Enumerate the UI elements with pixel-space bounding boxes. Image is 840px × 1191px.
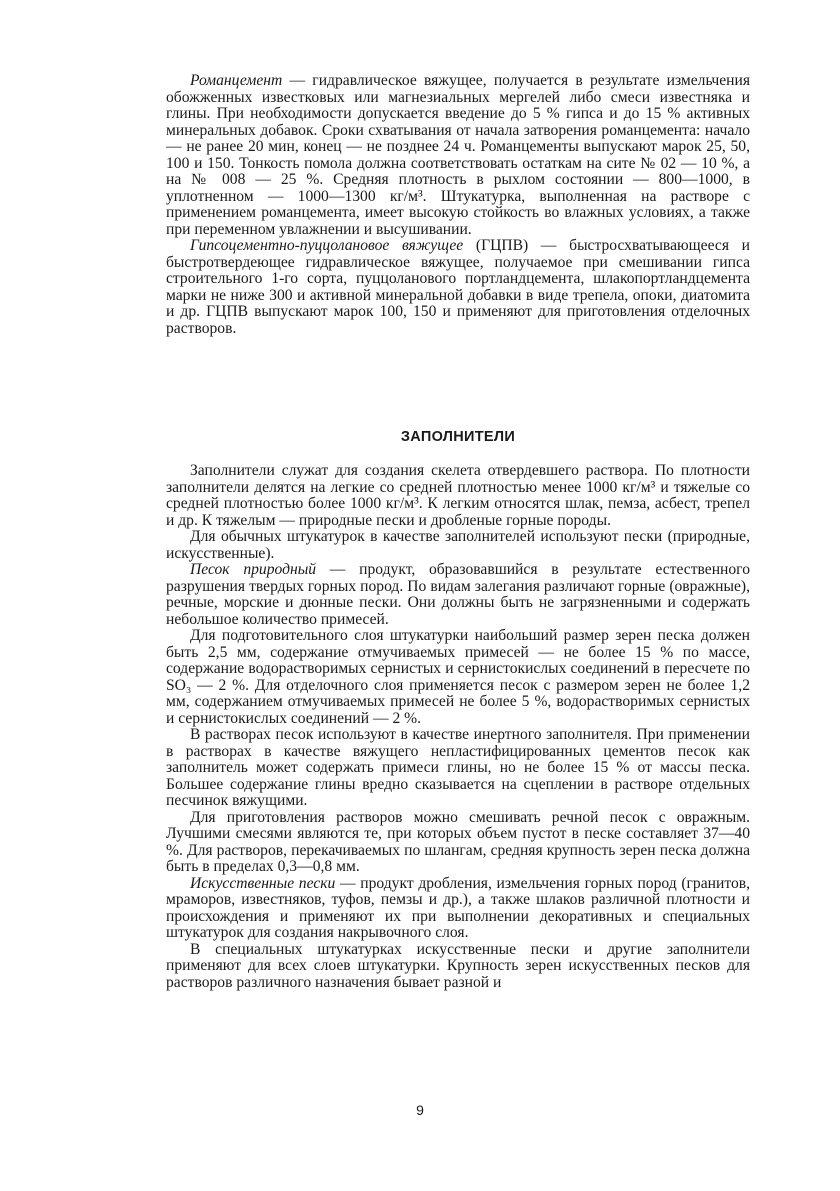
- paragraph-natural-sand: [166, 562, 750, 628]
- fillers-section: [166, 463, 750, 991]
- paragraph-artificial-sand: [166, 876, 750, 942]
- term-artificial-sand: Искусственные пески: [190, 874, 336, 892]
- paragraph-fillers-intro: Заполнители служат для создания скелета отвердевшего раствора. По плотности заполнители делятся на легкие со средней плотностью менее 1000 кг/м³ и тяжелые со средней плотностью более 1000 кг/м³. К легким относятся шлак, пемза, асбест, трепел и др. К тяжелым — природные пески и дробленые горные породы.: [166, 462, 750, 529]
- paragraph-special-plasters: В специальных штукатурках искусственные пески и другие заполнители применяют для всех слоев штукатурки. Крупность зерен искусственных песков для растворов различного назначения бывает разной и: [166, 940, 750, 991]
- paragraph-sand-mixing: Для приготовления растворов можно смешивать речной песок с овражным. Лучшими смесями являются те, при которых объем пустот в песке составляет 37—40 %. Для растворов, перекачиваемых по шлангам, средняя крупность зерен песка должна быть в пределах 0,3—0,8 мм.: [166, 808, 750, 875]
- section-heading: ЗАПОЛНИТЕЛИ: [400, 429, 516, 445]
- paragraph-text: — продукт дробления, измельчения горных пород (гранитов, мраморов, известняков, туфов, пемзы и др.), а также шлаков различной плотности и происхождения и применяют их при выполнении декоративных и специальных штукатурок для создания накрывочного слоя.: [166, 874, 750, 941]
- paragraph-inert-filler: В растворах песок используют в качестве инертного заполнителя. При применении в растворах в качестве вяжущего непластифицированных цементов песок как заполнитель может содержать примеси глины, но не более 15 % от массы песка. Большее содержание глины вредно сказывается на сцеплении в растворе отдельных песчинок вяжущими.: [166, 726, 750, 809]
- term-gcpv: Гипсоцементно-пуццолановое вяжущее: [190, 237, 464, 254]
- binders-section: [166, 73, 750, 337]
- paragraph-text: — продукт, образовавшийся в результате естественного разрушения твердых горных пород. По видам залегания различают горные (овражные), речные, морские и дюнные пески. Они должны быть не загрязненными и содержать небольшое количество примесей.: [166, 561, 750, 628]
- paragraph-romancement: [166, 73, 750, 238]
- paragraph-gcpv: [166, 238, 750, 337]
- paragraph-text: — гидравлическое вяжущее, получается в результате измельчения обожженных известковых или магнезиальных мергелей либо смеси известняка и глины. При необходимости допускается введение до 5 % гипса и до 15 % активных минеральных добавок. Сроки схватывания от начала затворения романцемента: начало — не ранее 20 мин, конец — не позднее 24 ч. Романцементы выпускают марок 25, 50, 100 и 150. Тонкость помола должна соответствовать остаткам на сите № 02 — 10 %, а на № 008 — 25 %. Средняя плотность в рыхлом состоянии — 800—1000, в уплотненном — 1000—1300 кг/м³. Штукатурка, выполненная на растворе с применением романцемента, имеет высокую стойкость во влажных условиях, а также при переменном увлажнении и высушивании.: [166, 72, 750, 238]
- term-natural-sand: Песок природный: [190, 561, 317, 578]
- paragraph-preparatory-layer: Для подготовительного слоя штукатурки наибольший размер зерен песка должен быть 2,5 мм, содержание отмучиваемых примесей — не более 15 % по массе, содержание водорастворимых сернистых и сернистокислых соединений в пересчете по SO₃ — 2 %. Для отделочного слоя применяется песок с размером зерен не более 1,2 мм, содержанием отмучиваемых примесей не более 5 %, водорастворимых сернистых и сернистокислых соединений — 2 %.: [166, 627, 750, 727]
- paragraph-text: (ГЦПВ) — быстросхватывающееся и быстротвердеющее гидравлическое вяжущее, получаемое при смешивании гипса строительного 1-го сорта, пуццоланового портландцемента, шлакопортландцемента марки не ниже 300 и активной минеральной добавки в виде трепела, опоки, диатомита и др. ГЦПВ выпускают марок 100, 150 и применяют для приготовления отделочных растворов.: [166, 237, 751, 337]
- paragraph-ordinary-plasters: Для обычных штукатурок в качестве заполнителей используют пески (природные, искусственные).: [166, 528, 750, 562]
- term-romancement: Романцемент: [190, 72, 283, 89]
- page-number: 9: [416, 1102, 424, 1118]
